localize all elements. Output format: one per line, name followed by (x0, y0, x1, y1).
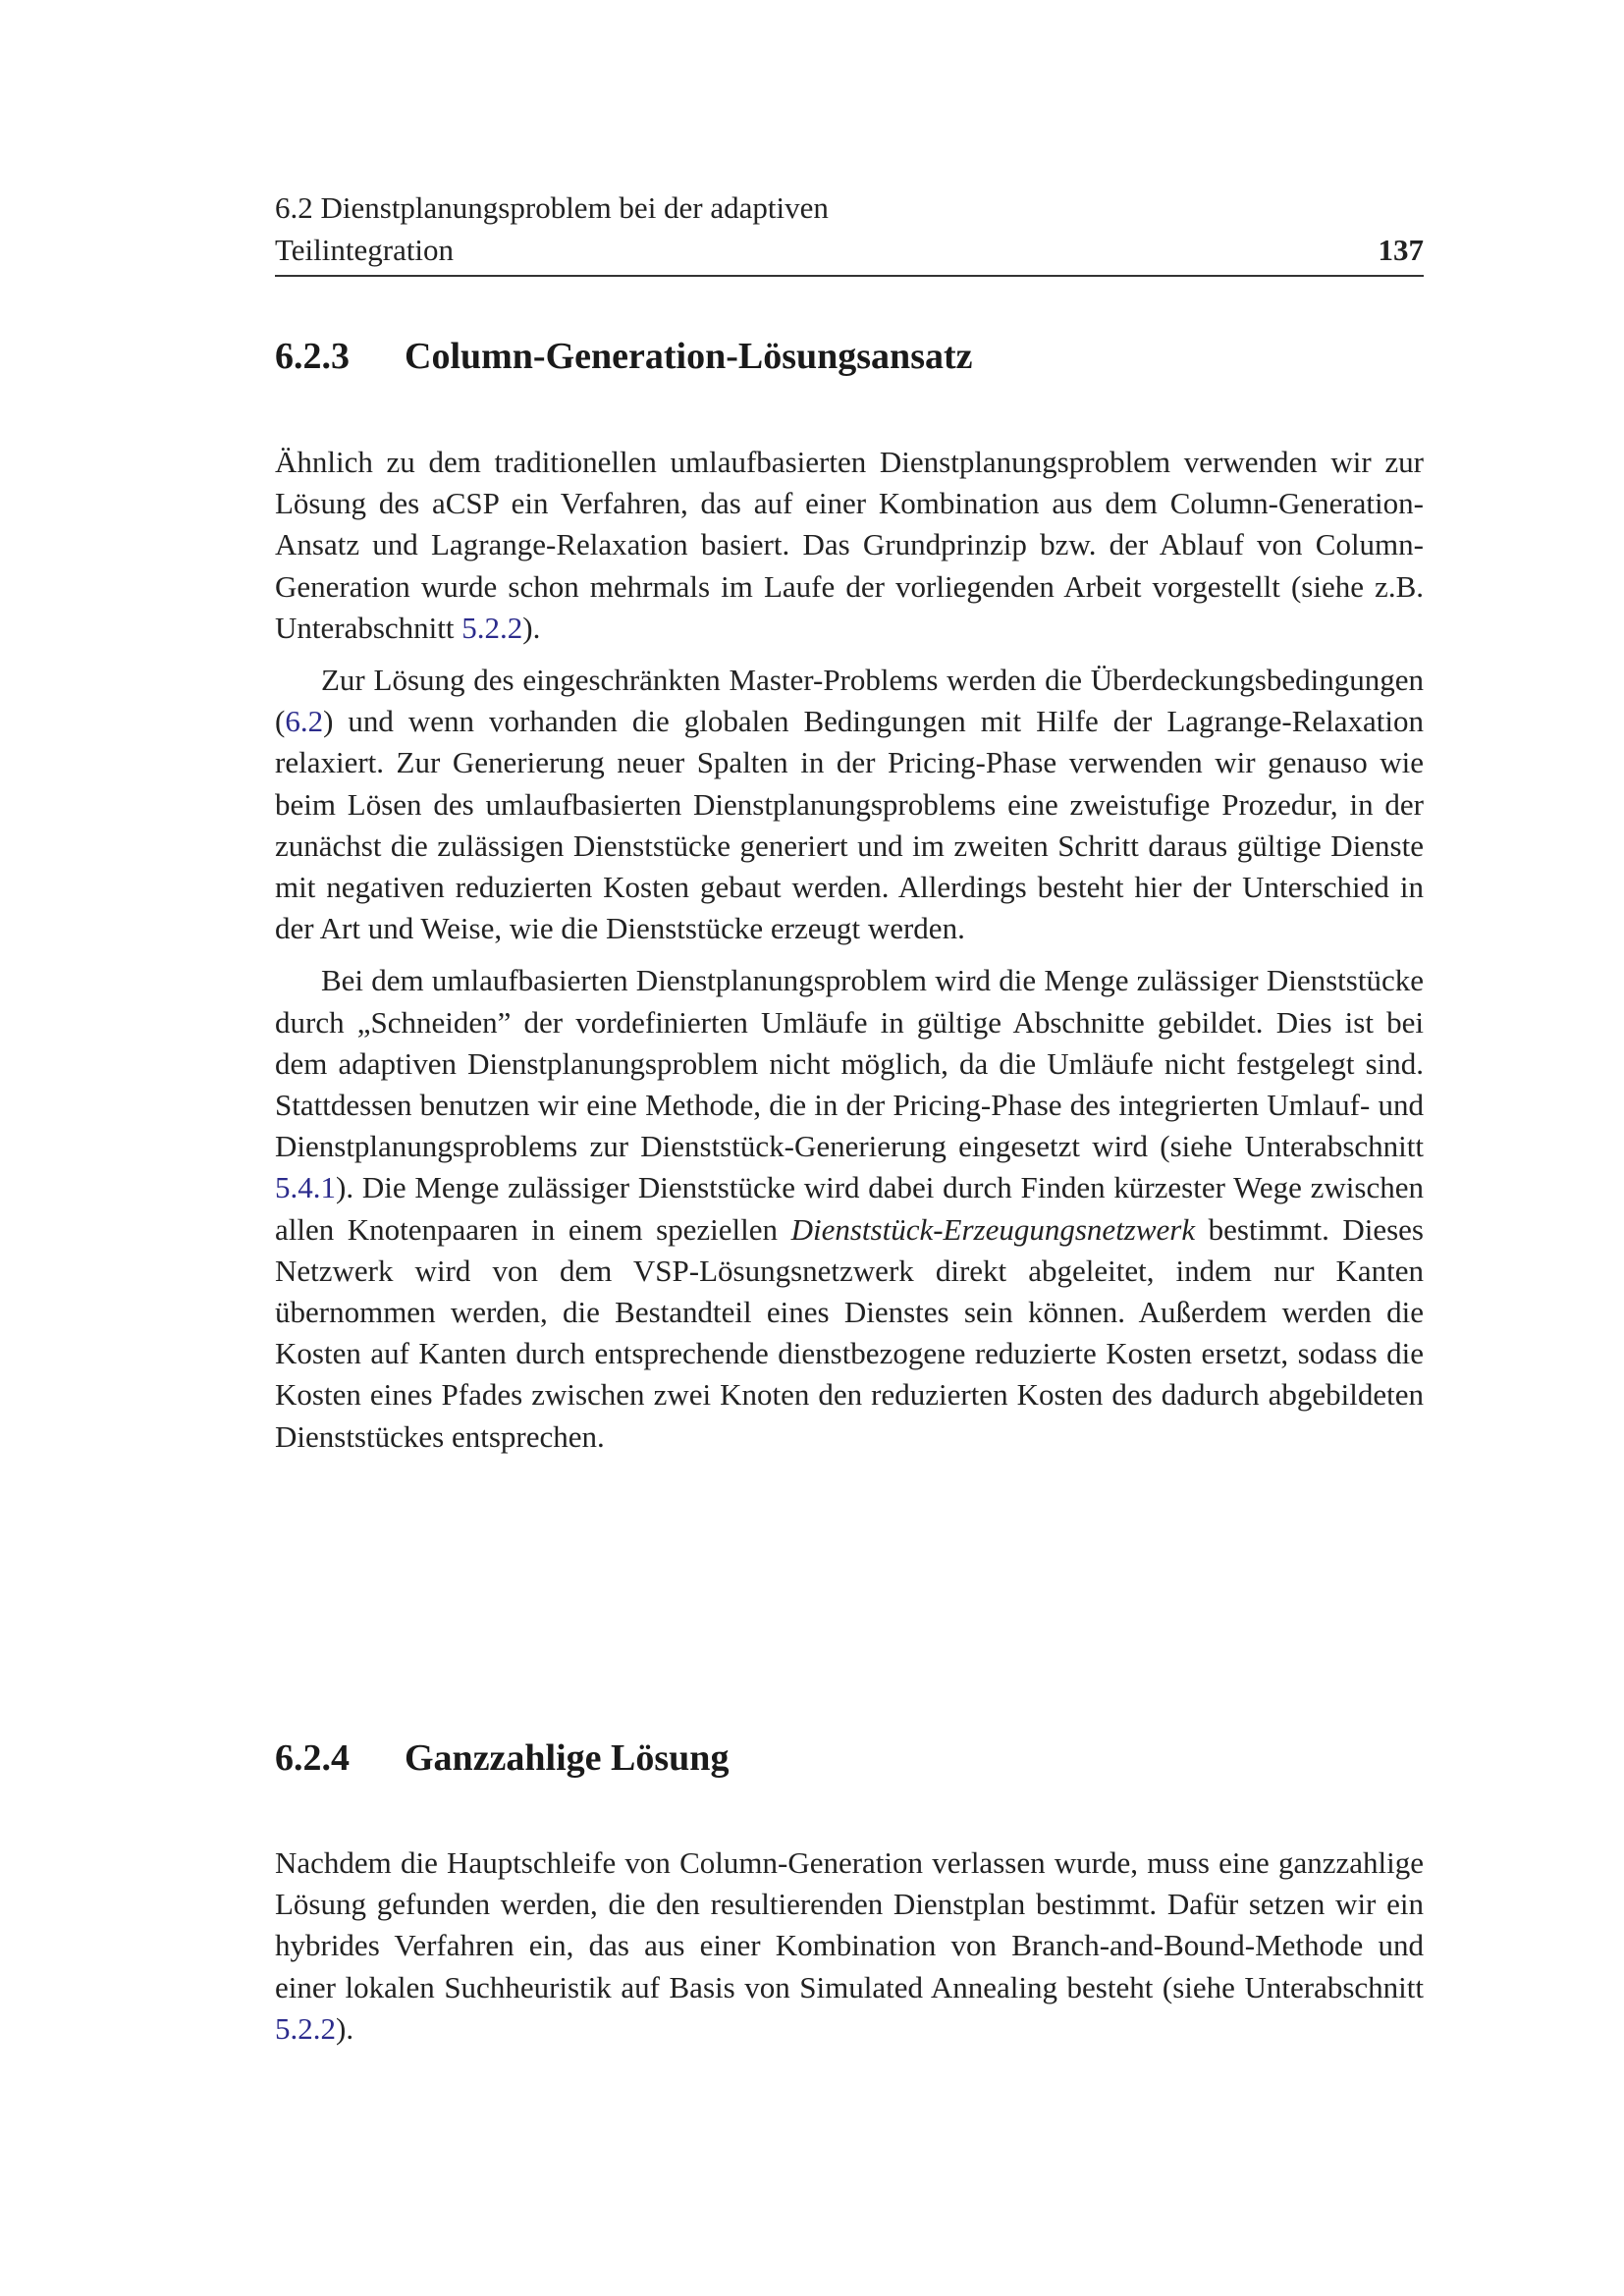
page-number: 137 (1378, 233, 1424, 267)
emphasized-term: Dienststück-Erzeugungsnetzwerk (790, 1211, 1196, 1247)
cross-reference-link[interactable]: 5.2.2 (275, 2010, 336, 2046)
running-header (275, 187, 1424, 277)
cross-reference-link[interactable]: 5.4.1 (275, 1170, 336, 1205)
section-number: 6.2.3 (275, 336, 350, 377)
cross-reference-link[interactable]: 5.2.2 (461, 610, 523, 645)
section-body-6-2-3 (275, 442, 1424, 1458)
section-number: 6.2.4 (275, 1737, 350, 1779)
paragraph: Ähnlich zu dem traditionellen umlaufbasierten Dienstplanungsproblem verwenden wir zur Lösung des aCSP ein Verfahren, das auf einer Kombination aus dem Column-Generation-Ansatz und Lagrange-Relaxation basiert. Das Grundprinzip bzw. der Ablauf von Column-Generation wurde schon mehrmals im Laufe der vorliegenden Arbeit vorgestellt (siehe z.B. Unterabschnitt 5.2.2). (275, 445, 1424, 645)
paragraph: Nachdem die Hauptschleife von Column-Generation verlassen wurde, muss eine ganzzahlige Lösung gefunden werden, die den resultierenden Dienstplan bestimmt. Dafür setzen wir ein hybrides Verfahren ein, das aus einer Kombination von Branch-and-Bound-Methode und einer lokalen Suchheuristik auf Basis von Simulated Annealing besteht (siehe Unterabschnitt 5.2.2). (275, 1845, 1424, 2046)
section-heading-6-2-3 (275, 334, 973, 379)
section-heading-6-2-4 (275, 1735, 729, 1781)
running-title-line1: 6.2 Dienstplanungsproblem bei der adaptiven (275, 190, 829, 225)
paragraph: Bei dem umlaufbasierten Dienstplanungsproblem wird die Menge zulässiger Dienststücke durch „Schneiden” der vordefinierten Umläufe in gültige Abschnitte gebildet. Dies ist bei dem adaptiven Dienstplanungsproblem nicht möglich, da die Umläufe nicht festgelegt sind. Stattdessen benutzen wir eine Methode, die in der Pricing-Phase des integrierten Umlauf- und Dienstplanungsproblems zur Dienststück-Generierung eingesetzt wird (siehe Unterabschnitt 5.4.1). Die Menge zulässiger Dienststücke wird dabei durch Finden kürzester Wege zwischen allen Knotenpaaren in einem speziellen Dienststück-Erzeugungsnetzwerk bestimmt. Dieses Netzwerk wird von dem VSP-Lösungsnetzwerk direkt abgeleitet, indem nur Kanten übernommen werden, die Bestandteil eines Dienstes sein können. Außerdem werden die Kosten auf Kanten durch entsprechende dienstbezogene reduzierte Kosten ersetzt, sodass die Kosten eines Pfades zwischen zwei Knoten den reduzierten Kosten des dadurch abgebildeten Dienststückes entsprechen. (275, 963, 1424, 1454)
section-title: Ganzzahlige Lösung (405, 1737, 730, 1779)
section-title: Column-Generation-Lösungsansatz (405, 336, 973, 377)
running-title-line2: Teilintegration (275, 233, 455, 267)
paragraph: Zur Lösung des eingeschränkten Master-Problems werden die Überdeckungsbedingungen (6.2) und wenn vorhanden die globalen Bedingungen mit Hilfe der Lagrange-Relaxation relaxiert. Zur Generierung neuer Spalten in der Pricing-Phase verwenden wir genauso wie beim Lösen des umlaufbasierten Dienstplanungsproblems eine zweistufige Prozedur, in der zunächst die zulässigen Dienststücke generiert und im zweiten Schritt daraus gültige Dienste mit negativen reduzierten Kosten gebaut werden. Allerdings besteht hier der Unterschied in der Art und Weise, wie die Dienststücke erzeugt werden. (275, 663, 1424, 946)
section-body-6-2-4 (275, 1842, 1424, 2050)
equation-reference-link[interactable]: 6.2 (285, 704, 324, 739)
